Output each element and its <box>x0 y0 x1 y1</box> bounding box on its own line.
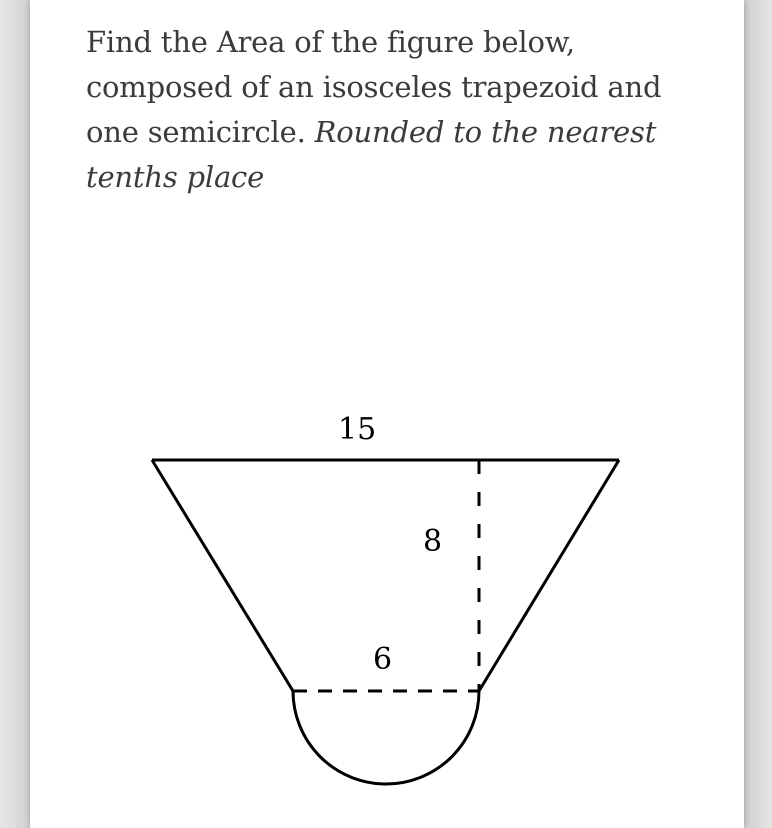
top-base-label: 15 <box>338 412 377 447</box>
question-card <box>30 0 744 828</box>
right-margin <box>744 0 772 828</box>
rounding-instruction: Rounded to the nearest tenths place <box>86 115 657 194</box>
trapezoid-left-leg <box>152 460 293 691</box>
semicircle <box>293 691 479 784</box>
left-margin <box>0 0 30 828</box>
problem-statement: Find the Area of the figure below, composed of an isosceles trapezoid and one semicircle. <box>86 25 662 149</box>
trapezoid-right-leg <box>479 460 619 691</box>
height-label: 8 <box>423 524 443 559</box>
composite-figure <box>30 0 744 828</box>
bottom-base-label: 6 <box>373 642 393 677</box>
